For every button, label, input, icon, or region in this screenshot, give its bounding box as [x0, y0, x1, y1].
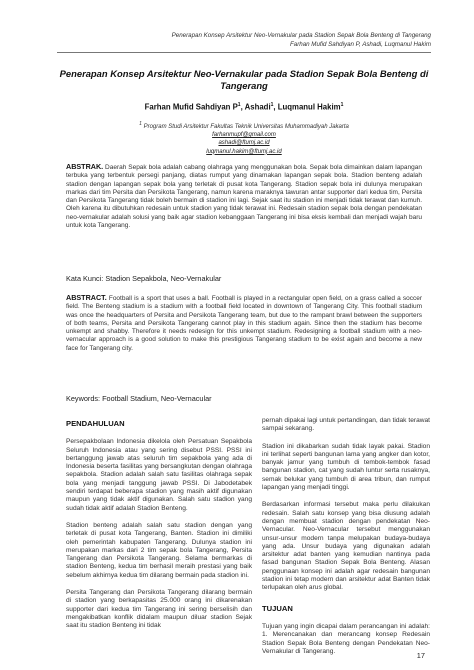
affiliation-line [57, 120, 431, 131]
author-2-affil: 1 [270, 102, 274, 108]
author-2: , Ashadi [240, 102, 271, 112]
abstrak-text: Daerah Sepak bola adalah cabang olahraga yang menggunakan bola. Sepak bola dimainkan dalam lapangan terbuka yang terbentuk persegi panjang, diatas rumput yang dinamakan lapangan sepak bola. Stadion benteng adalah stadion dengan lapangan sepak bola yang terletak di pusat kota Tangerang. Stadion sepak bola ini dulunya merupakan markas dari tim Persita dan Persikota Tangerang, namun karena maraknya tawuran antar supporter dari kedua tim, Persita dan Persikota Tangerang tidak boleh bermain di stadion ini lagi. Sejak saat itu stadion ini menjadi tidak terawat dan kumuh. Oleh karena itu dibutuhkan redesain untuk stadion yang tidak terawat ini. Redesain stadion sepak bola dengan pendekatan neo-vernakular adalah solusi yang baik agar stadion kebanggaan Tangerang ini bisa eksis kembali dan menjadi wajah baru untuk kota Tangerang. [66, 164, 422, 230]
section-heading-tujuan: TUJUAN [262, 603, 293, 613]
page-number: 17 [416, 651, 425, 660]
body-paragraph: Stadion benteng adalah salah satu stadion dengan yang terletak di pusat kota Tangerang, Banten. Stadion ini dimiliki oleh pemerintah kabupaten Tangerang. Dulunya stadion ini merupakan markas dari 2 tim sepak bola Tangerang, Persita Tangerang dan Persikota Tangerang. Selama bermarkas di stadion Benteng, kedua tim berhasil meraih prestasi yang baik sebelum akhirnya kedua tim dilarang bermain pada stadion ini. [66, 521, 252, 579]
author-1: Farhan Mufid Sahdiyan P [144, 102, 238, 112]
author-1-affil: 1 [237, 102, 241, 108]
keywords: Keywords: Football Stadium, Neo-Vernacular [66, 394, 212, 403]
header-rule [57, 52, 431, 53]
body-paragraph: Berdasarkan informasi tersebut maka perlu dilakukan redesain. Salah satu konsep yang bisa diusung adalah dengan membuat stadion dengan pendekatan Neo-Vernacular. Neo-Vernacular tersebut menggunakan unsur-unsur modern tanpa melupakan budaya-budaya yang ada. Unsur budaya yang digunakan adalah arsitektur adat banten yang kemudian nantinya pada fasad bangunan Stadion Sepak Bola Benteng. Alasan penggunaan konsep ini adalah agar redesain bangunan stadion ini tetap modern dan arsitektur adat Banten tidak terlupakan oleh arus global. [262, 501, 430, 592]
body-paragraph: pernah dipakai lagi untuk pertandingan, dan tidak terawat sampai sekarang. [262, 417, 430, 433]
running-head [172, 31, 431, 49]
body-paragraph: Tujuan yang ingin dicapai dalam perancangan ini adalah: 1. Merencanakan dan merancang konsep Redesain Stadion Sepak Bola Benteng dengan Pendekatan Neo-Vernakular di Tangerang. [262, 622, 430, 655]
affiliation-block [57, 120, 431, 156]
author-3: , Luqmanul Hakim [273, 102, 341, 112]
abstrak-paragraph [66, 163, 422, 230]
paper-title: Penerapan Konsep Arsitektur Neo-Vernakular pada Stadion Sepak Bola Benteng di Tangerang [59, 68, 429, 91]
section-heading-pendahuluan: PENDAHULUAN [66, 419, 125, 428]
email-link-3[interactable]: luqmanul.hakim@ftumj.ac.id [206, 148, 282, 155]
right-column [262, 417, 430, 665]
abstract-label: ABSTRACT. [66, 293, 107, 302]
body-paragraph: Persepakbolaan Indonesia dikelola oleh Persatuan Sepakbola Seluruh Indonesia atau yang sering disebut PSSI. PSSI ini bertanggung jawab atas seluruh tim sepakbola yang ada di Indonesia beserta fasilitas yang bersangkutan dengan olahraga sepakbola. Stadion adalah salah satu fasilitas olahraga sepak bola yang menjadi tanggung jawab PSSI. Di Jabodetabek sendiri terdapat beberapa stadion yang masih aktif digunakan maupun yang tidak aktif digunakan. Salah satu stadion yang sudah tidak aktif adalah Stadion Benteng. [66, 438, 252, 512]
running-head-title: Penerapan Konsep Arsitektur Neo-Vernakular pada Stadion Sepak Bola Benteng di Tangerang [171, 32, 431, 39]
abstract-paragraph [66, 294, 422, 353]
abstract-text: Football is a sport that uses a ball. Football is played in a rectangular open field, on a grass called a soccer field. The Benteng stadium is a stadium with a football field located in downtown of Tangerang City. This football stadium was once the headquarters of Persita and Persikota Tangerang team, but due to the rampant brawl between the supporters of both teams, Persita and Persikota Tangerang cannot play in this stadium again. Since then the stadium has become unkempt and shabby. Therefore it needs redesign for this unkempt stadium. Redesigning a football stadium with a neo-vernacular approach is a good solution to make this prestigious Tangerang stadium to be exist again and become a new face for Tangerang city. [66, 295, 422, 352]
body-paragraph: Persita Tangerang dan Persikota Tangerang dilarang bermain di stadion yang berkapasitas 25.000 orang ini dikarenakan supporter dari kedua tim Tangerang ini sering berselisih dan mengakibatkan konflik didalam maupun diluar stadion Sejak saat itu stadion Benteng ini tidak [66, 589, 252, 630]
running-head-authors: Farhan Mufid Sahdiyan P, Ashadi, Luqmanul Hakim [289, 41, 431, 48]
author-line [57, 102, 431, 112]
email-link-2[interactable]: ashadi@ftumj.ac.id [218, 140, 270, 147]
institution: Program Studi Arsitektur Fakultas Teknik Universitas Muhammadiyah Jakarta [141, 124, 349, 130]
left-column [66, 420, 252, 640]
body-paragraph: Stadion ini dikabarkan sudah tidak layak pakai. Stadion ini terlihat seperti bangunan lama yang angker dan kotor, banyak jamur yang tumbuh di tembok-tembok fasad bangunan stadion, cat yang sudah luntur serta rusaknya, semak belukar yang tumbuh di area tribun, dan rumput lapangan yang menjadi tinggi. [262, 442, 430, 492]
affiliation-sup: 1 [139, 121, 142, 127]
kata-kunci: Kata Kunci: Stadion Sepakbola, Neo-Vernakular [66, 274, 222, 283]
abstrak-label: ABSTRAK. [66, 162, 104, 171]
email-link-1[interactable]: farhanmupf@gmail.com [212, 132, 276, 139]
author-3-affil: 1 [340, 102, 344, 108]
